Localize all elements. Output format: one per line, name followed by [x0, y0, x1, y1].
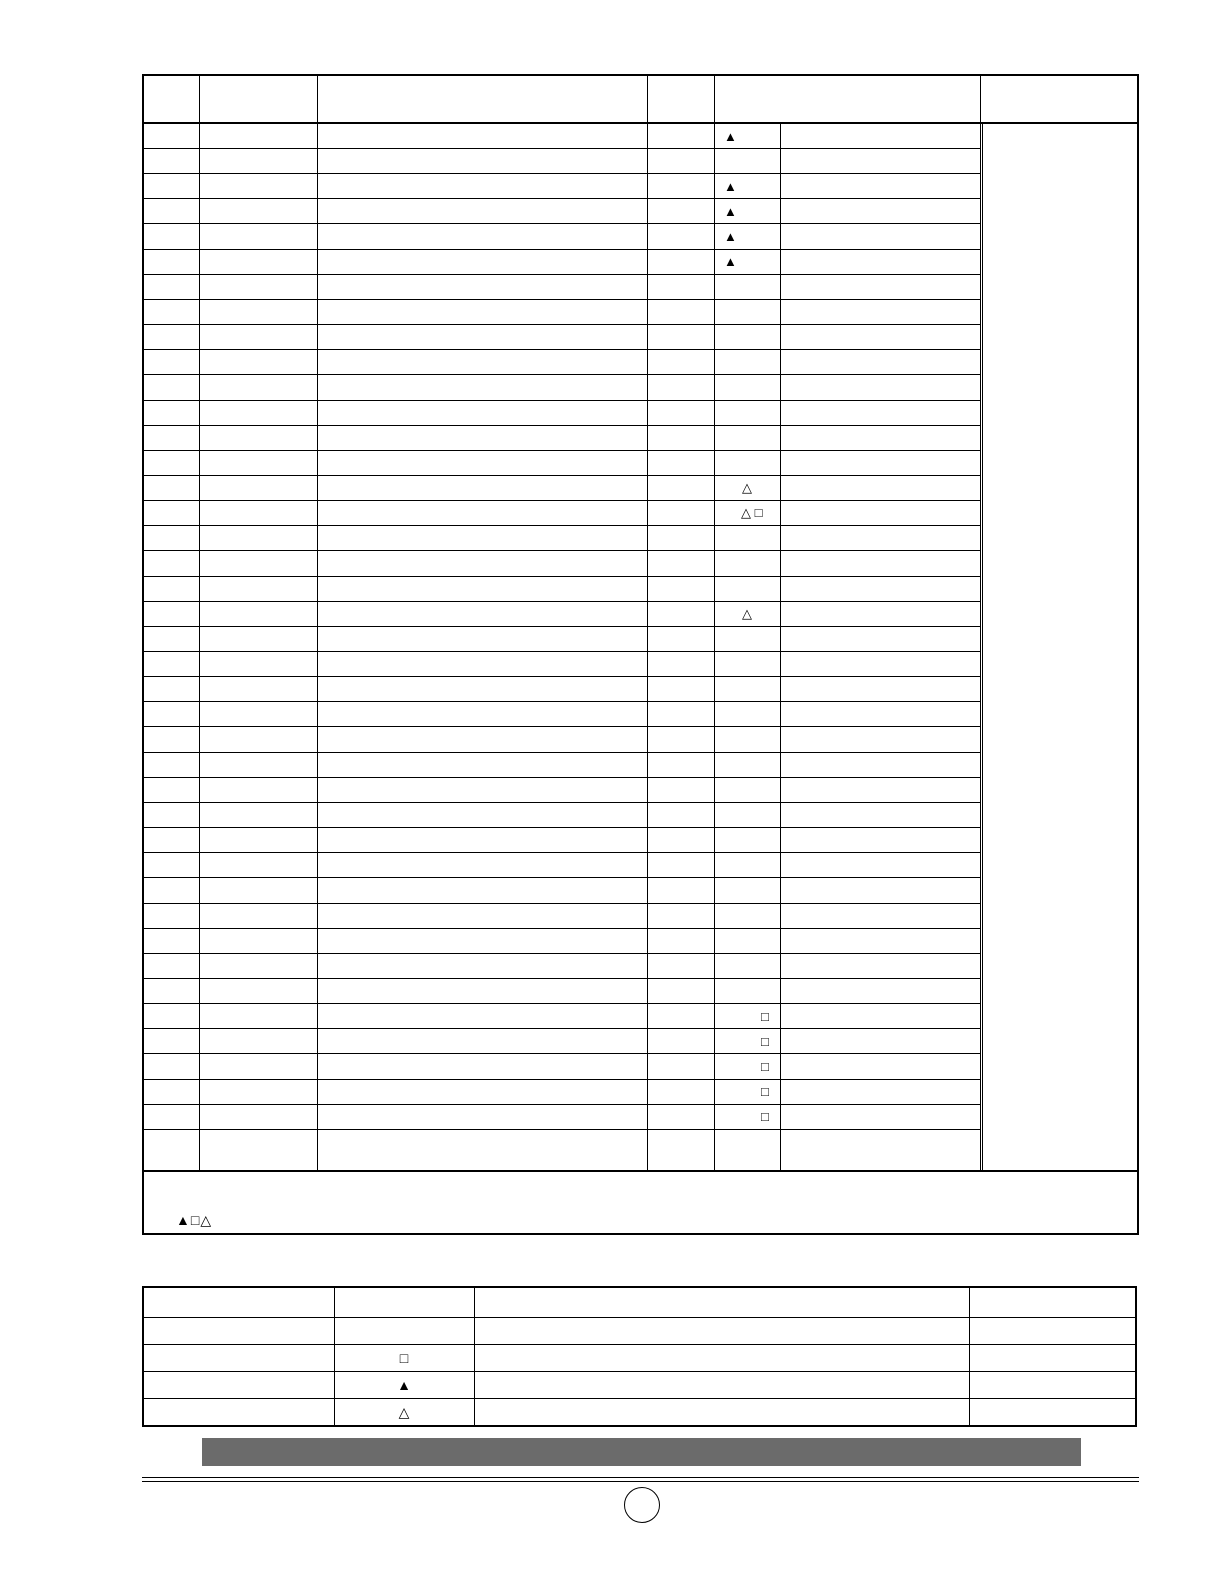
table-row: [144, 376, 980, 401]
table-row: [144, 828, 980, 853]
column-divider: [980, 76, 981, 124]
table-row: [144, 199, 980, 224]
legend-row: [144, 1399, 1135, 1426]
legend-row: [144, 1345, 1135, 1372]
symbol-legend: ▲□△: [176, 1212, 213, 1228]
table-row: [144, 602, 980, 627]
footer-bar: [202, 1438, 1081, 1466]
table-row: [144, 702, 980, 727]
row-mark: ▲: [724, 203, 737, 219]
footer-rule: [142, 1481, 1139, 1482]
legend-table-header: [144, 1288, 1135, 1318]
table-row: [144, 954, 980, 979]
table-row: [144, 124, 980, 149]
row-mark: ▲: [724, 254, 737, 270]
table-row: [144, 929, 980, 954]
table-row: [144, 451, 980, 476]
table-row: [144, 753, 980, 778]
table-row: [144, 853, 980, 878]
symbol-legend-table: [142, 1286, 1137, 1427]
table-row: [144, 350, 980, 375]
page-number-circle: [624, 1487, 660, 1523]
table-row: [144, 577, 980, 602]
table-row: [144, 1080, 980, 1105]
row-mark: △: [742, 480, 752, 496]
table-row: [144, 1105, 980, 1130]
remarks-column: [980, 124, 1137, 1172]
row-mark: ▲: [724, 229, 737, 245]
legend-symbol: □: [399, 1350, 409, 1366]
table-row: [144, 401, 980, 426]
table-row: [144, 149, 980, 174]
table-row: [144, 501, 980, 526]
table-row: [144, 728, 980, 753]
table-row: [144, 627, 980, 652]
table-note: [144, 1170, 1137, 1233]
table-row: [144, 979, 980, 1004]
table-row: [144, 904, 980, 929]
table-row: [144, 1004, 980, 1029]
table-row: [144, 1029, 980, 1054]
parts-list-table: [142, 74, 1139, 1235]
legend-symbol: [334, 1318, 474, 1344]
row-mark: □: [761, 1084, 769, 1100]
table-row: [144, 652, 980, 677]
row-mark: ▲: [724, 178, 737, 194]
table-row: [144, 300, 980, 325]
row-mark: □: [761, 1109, 769, 1125]
row-mark: △ □: [741, 505, 763, 521]
table-row: [144, 803, 980, 828]
table-row: [144, 426, 980, 451]
table-row: [144, 250, 980, 275]
table-row: [144, 778, 980, 803]
table-header: [144, 76, 1137, 124]
table-row: [144, 526, 980, 551]
row-mark: △: [742, 605, 752, 621]
legend-symbol: ▲: [397, 1377, 411, 1393]
table-row: [144, 1055, 980, 1080]
table-row: [144, 677, 980, 702]
table-row: [144, 879, 980, 904]
table-row: [144, 476, 980, 501]
row-mark: ▲: [724, 128, 737, 144]
legend-row: [144, 1372, 1135, 1399]
legend-row: [144, 1318, 1135, 1345]
row-mark: □: [761, 1059, 769, 1074]
row-mark: □: [761, 1008, 769, 1024]
legend-symbol: △: [398, 1403, 410, 1420]
table-row: [144, 552, 980, 577]
table-row: [144, 225, 980, 250]
table-row: [144, 325, 980, 350]
table-row: [144, 174, 980, 199]
row-mark: □: [761, 1033, 769, 1049]
footer-rule: [142, 1477, 1139, 1478]
table-row: [144, 275, 980, 300]
